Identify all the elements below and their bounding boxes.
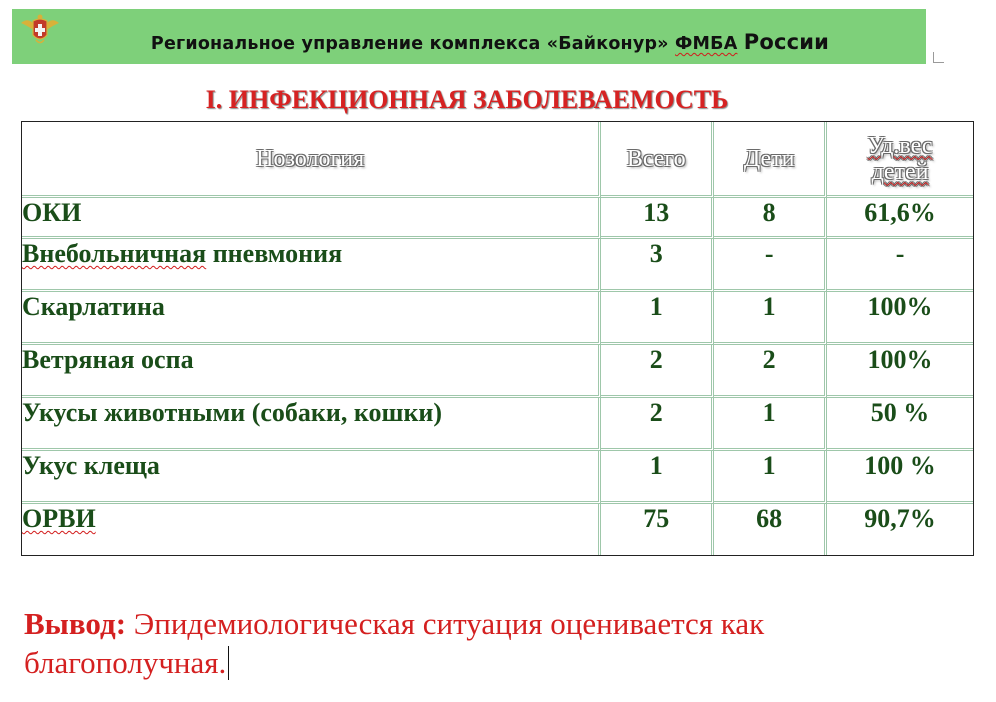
row-name-part2: пневмония	[206, 239, 343, 268]
row-total: 3	[601, 239, 714, 292]
table-row	[22, 504, 973, 555]
section-title: I. ИНФЕКЦИОННАЯ ЗАБОЛЕВАЕМОСТЬ	[205, 85, 729, 114]
header-total: Всего	[601, 122, 714, 198]
header-title-russia: России	[743, 30, 830, 54]
header-title	[0, 30, 980, 54]
header-children: Дети	[714, 122, 827, 198]
row-name	[22, 239, 601, 292]
row-name-part1: Внебольничная	[22, 239, 207, 268]
header-title-main: Региональное управление комплекса «Байконур»	[150, 34, 675, 54]
table-row	[22, 292, 973, 345]
row-total: 1	[601, 451, 714, 504]
row-share: 100 %	[827, 451, 973, 504]
table-row	[22, 451, 973, 504]
row-share: 100%	[827, 292, 973, 345]
conclusion-text[interactable]	[24, 604, 944, 682]
row-total: 1	[601, 292, 714, 345]
row-children: 8	[714, 198, 827, 239]
row-children: 2	[714, 345, 827, 398]
row-name: Ветряная оспа	[22, 345, 601, 398]
conclusion-label: Вывод:	[24, 606, 127, 641]
row-children: 1	[714, 398, 827, 451]
row-share: 50 %	[827, 398, 973, 451]
header-title-fmba: ФМБА	[674, 34, 738, 54]
header-share-line2: детей	[871, 158, 929, 185]
table-row	[22, 345, 973, 398]
row-children: 1	[714, 292, 827, 345]
row-name	[22, 504, 601, 555]
row-children: 68	[714, 504, 827, 555]
row-share: 90,7%	[864, 504, 936, 533]
row-total: 2	[601, 345, 714, 398]
text-boundary-mark	[933, 52, 944, 63]
table-row	[22, 398, 973, 451]
row-share: 61,6%	[827, 198, 973, 239]
row-name: Укусы животными (собаки, кошки)	[22, 398, 601, 451]
table-row	[22, 198, 973, 239]
row-name: Укус клеща	[22, 451, 601, 504]
row-name: ОКИ	[22, 198, 601, 239]
header-share-line1: Уд.вес	[867, 132, 933, 159]
row-share: -	[827, 239, 973, 292]
row-name: Скарлатина	[22, 292, 601, 345]
row-children: -	[714, 239, 827, 292]
infection-table	[21, 121, 974, 556]
text-cursor	[228, 646, 229, 680]
row-total: 75	[601, 504, 714, 555]
table-row	[22, 239, 973, 292]
row-children: 1	[714, 451, 827, 504]
conclusion-body: Эпидемиологическая ситуация оценивается как благополучная.	[24, 606, 765, 680]
table-header-row	[22, 122, 973, 198]
row-total: 2	[601, 398, 714, 451]
row-share: 100%	[827, 345, 973, 398]
row-total: 13	[601, 198, 714, 239]
header-share	[827, 122, 973, 198]
row-name-orvi: ОРВИ	[22, 504, 96, 533]
header-nosology: Нозология	[22, 122, 601, 198]
